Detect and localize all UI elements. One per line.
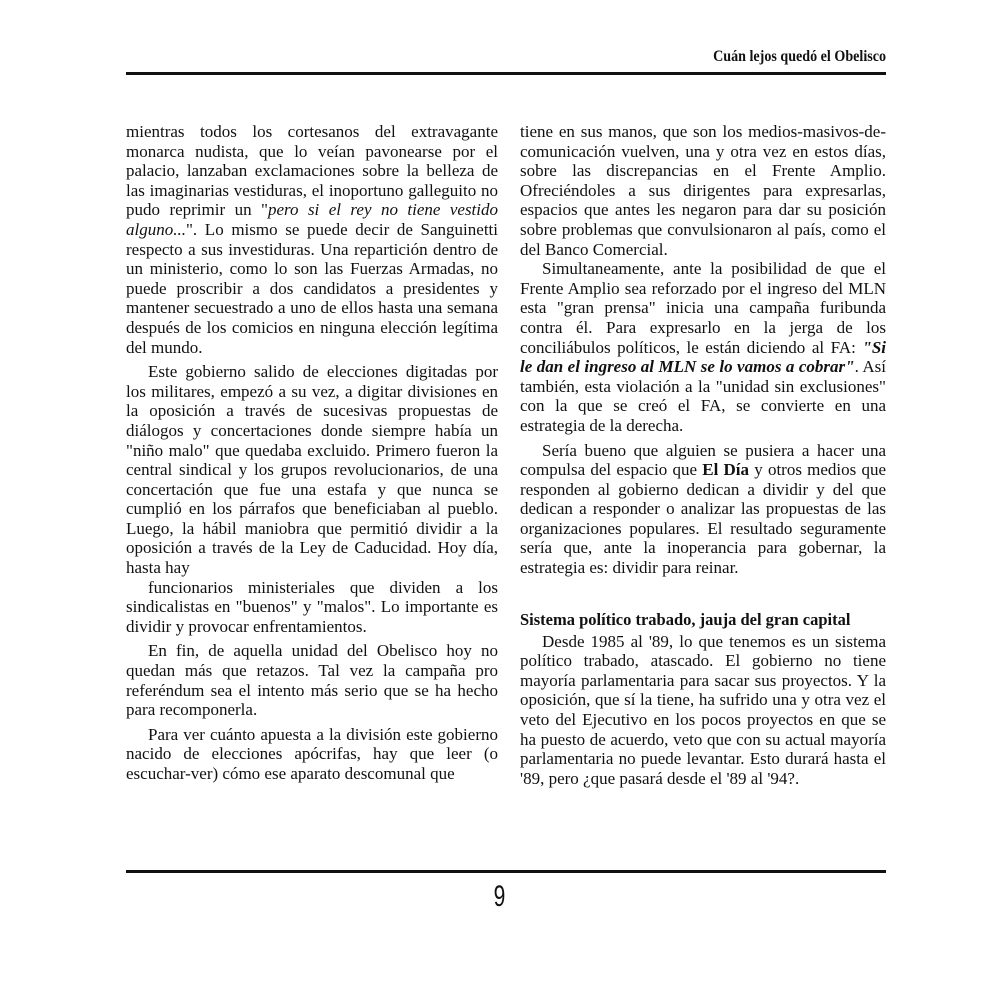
paragraph: En fin, de aquella unidad del Obelisco hoy no quedan más que retazos. Tal vez la campaña pro referéndum sea el intento más serio que se ha hecho para recomponerla. <box>126 641 498 720</box>
quote-italic: "Si le dan el ingreso al MLN se lo vamos a cobrar" <box>520 337 886 377</box>
text-run: . Así también, esta violación a la "unidad sin exclusiones" con la que se creó el FA, se convierte en una estrategia de la derecha. <box>520 357 886 435</box>
paragraph: funcionarios ministeriales que dividen a los sindicalistas en "buenos" y "malos". Lo importante es dividir y provocar enfrentamientos. <box>126 577 498 636</box>
text-run: ". Lo mismo se puede decir de Sanguinetti respecto a sus investiduras. Una repartición dentro de un ministerio, como lo son las Fuerzas Armadas, no puede proscribir a dos candidatos a presidentes y mantener secuestrado a uno de ellos hasta una semana después de los comicios en ninguna elección legítima del mundo. <box>126 219 498 357</box>
bottom-rule <box>126 870 886 873</box>
text-run: Simultaneamente, ante la posibilidad de que el Frente Amplio sea reforzado por el ingreso del MLN esta "gran prensa" inicia una campaña furibunda contra él. Para expresarlo en la jerga de los conciliábulos políticos, le están diciendo al FA: <box>520 259 886 357</box>
paragraph <box>126 122 498 357</box>
top-rule <box>126 72 886 75</box>
quote-italic: pero si el rey no tiene vestido alguno... <box>126 200 499 239</box>
paragraph: Para ver cuánto apuesta a la división este gobierno nacido de elecciones apócrifas, hay que leer (o escuchar-ver) cómo ese aparato descomunal que <box>126 724 498 783</box>
paragraph <box>520 259 886 435</box>
text-run: Sería bueno que alguien se pusiera a hacer una compulsa del espacio que <box>520 440 886 480</box>
newspaper-name: El Día <box>702 460 750 480</box>
text-run: mientras todos los cortesanos del extravagante monarca nudista, que lo veían pavonearse por el palacio, lanzaban exclamaciones sobre la belleza de las imaginarias vestiduras, el inoportuno galleguito no pudo reprimir un " <box>126 122 498 220</box>
right-column <box>520 122 886 788</box>
running-title: Cuán lejos quedó el Obelisco <box>713 48 886 65</box>
paragraph <box>520 441 886 578</box>
left-column <box>126 122 498 784</box>
text-run: y otros medios que responden al gobierno dedican a dividir y del que dedican a responder o analizar las propuestas de las organizaciones populares. El resultado seguramente sería que, ante la inoperancia para gobernar, la estrategia es: dividir para reinar. <box>520 460 886 578</box>
paragraph: Desde 1985 al '89, lo que tenemos es un sistema político trabado, atascado. El gobierno no tiene mayoría parlamentaria para sacar sus proyectos. Y la oposición, que sí la tiene, ha sufrido una y otra vez el veto del Ejecutivo en los pocos proyectos en que se ha puesto de acuerdo, veto que con su actual mayoría parlamentaria no puede levantar. Esto durará hasta el '89, pero ¿que pasará desde el '89 al '94?. <box>520 631 886 788</box>
page-number: 9 <box>493 880 506 913</box>
paragraph: Este gobierno salido de elecciones digitadas por los militares, empezó a su vez, a digitar divisiones en la oposición a través de sucesivas propuestas de diálogos y concertaciones donde siempre había un "niño malo" que quedaba excluido. Primero fueron la central sindical y los grupos revolucionarios, de una concertación que fue una estafa y que nunca se cumplió en los párrafos que beneficiaban al pueblo. Luego, la hábil maniobra que permitió dividir a la oposición a través de la Ley de Caducidad. Hoy día, hasta hay <box>126 362 498 578</box>
paragraph: tiene en sus manos, que son los medios-masivos-de-comunicación vuelven, una y otra vez en estos días, sobre las discrepancias en el Frente Amplio. Ofreciéndoles a sus dirigentes para expresarlas, espacios que antes les negaron para dar su posición sobre problemas que convulsionaron al país, como el del Banco Comercial. <box>520 122 886 259</box>
section-heading: Sistema político trabado, jauja del gran capital <box>520 609 851 629</box>
